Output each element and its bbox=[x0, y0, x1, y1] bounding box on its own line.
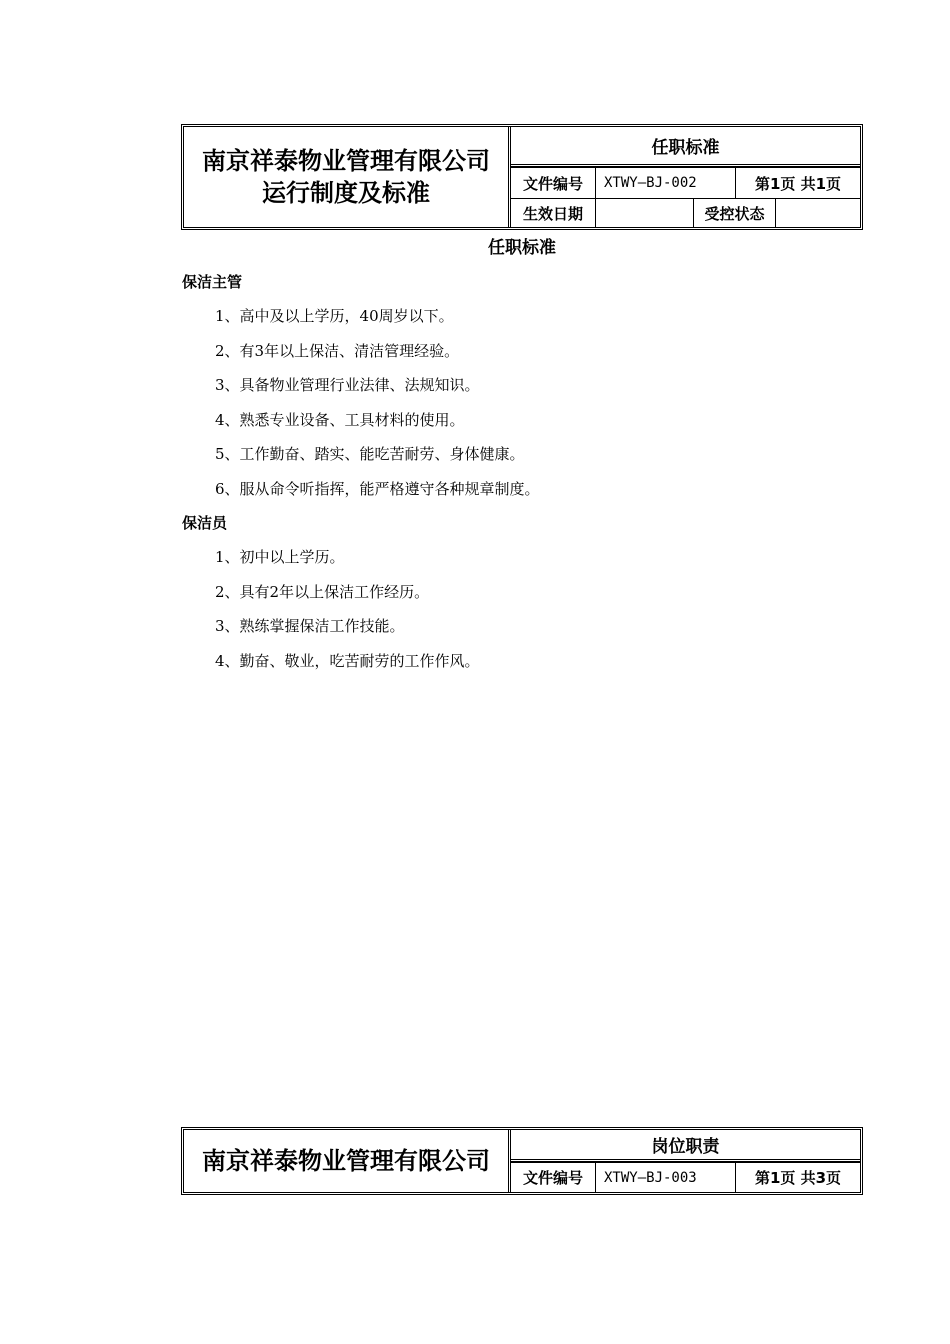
list-item: 3、熟练掌握保洁工作技能。 bbox=[215, 617, 405, 635]
doc-number-value: XTWY—BJ-003 bbox=[595, 1163, 735, 1192]
company-name: 南京祥泰物业管理有限公司 bbox=[202, 147, 490, 175]
page-info: 第1页 共1页 bbox=[735, 168, 860, 198]
document-header-2 bbox=[181, 1127, 863, 1195]
doc-number-label: 文件编号 bbox=[522, 1169, 583, 1187]
page-title: 任职标准 bbox=[488, 238, 556, 258]
control-status-value bbox=[775, 199, 860, 227]
list-item: 1、初中以上学历。 bbox=[215, 548, 345, 566]
doc-number-row bbox=[511, 167, 860, 198]
list-item: 3、具备物业管理行业法律、法规知识。 bbox=[215, 376, 480, 394]
document-header-1 bbox=[181, 124, 863, 230]
list-item: 5、工作勤奋、踏实、能吃苦耐劳、身体健康。 bbox=[215, 445, 525, 463]
doc-number-row bbox=[511, 1162, 860, 1192]
company-block bbox=[184, 127, 511, 227]
effective-date-row bbox=[511, 198, 860, 227]
section-heading-supervisor: 保洁主管 bbox=[182, 273, 243, 291]
list-item: 6、服从命令听指挥，能严格遵守各种规章制度。 bbox=[215, 480, 540, 498]
effective-date-value bbox=[595, 199, 693, 227]
doc-number-label: 文件编号 bbox=[522, 174, 583, 193]
doc-number-value: XTWY—BJ-002 bbox=[595, 168, 735, 198]
header-doc-title: 任职标准 bbox=[511, 127, 860, 167]
list-item: 2、具有2年以上保洁工作经历。 bbox=[215, 583, 430, 601]
page-info: 第1页 共3页 bbox=[735, 1163, 860, 1192]
list-item: 4、熟悉专业设备、工具材料的使用。 bbox=[215, 411, 465, 429]
list-item: 2、有3年以上保洁、清洁管理经验。 bbox=[215, 342, 460, 360]
list-item: 1、高中及以上学历，40周岁以下。 bbox=[215, 307, 454, 325]
regulation-subtitle: 运行制度及标准 bbox=[262, 179, 430, 207]
list-item: 4、勤奋、敬业，吃苦耐劳的工作作风。 bbox=[215, 652, 480, 670]
company-name: 南京祥泰物业管理有限公司 bbox=[202, 1147, 490, 1175]
effective-date-label: 生效日期 bbox=[522, 204, 583, 223]
header-doc-title: 岗位职责 bbox=[511, 1130, 860, 1162]
control-status-label: 受控状态 bbox=[693, 199, 775, 227]
header-info-table bbox=[511, 127, 860, 227]
header-info-table bbox=[511, 1130, 860, 1192]
section-heading-cleaner: 保洁员 bbox=[182, 514, 228, 532]
company-block bbox=[184, 1130, 511, 1192]
